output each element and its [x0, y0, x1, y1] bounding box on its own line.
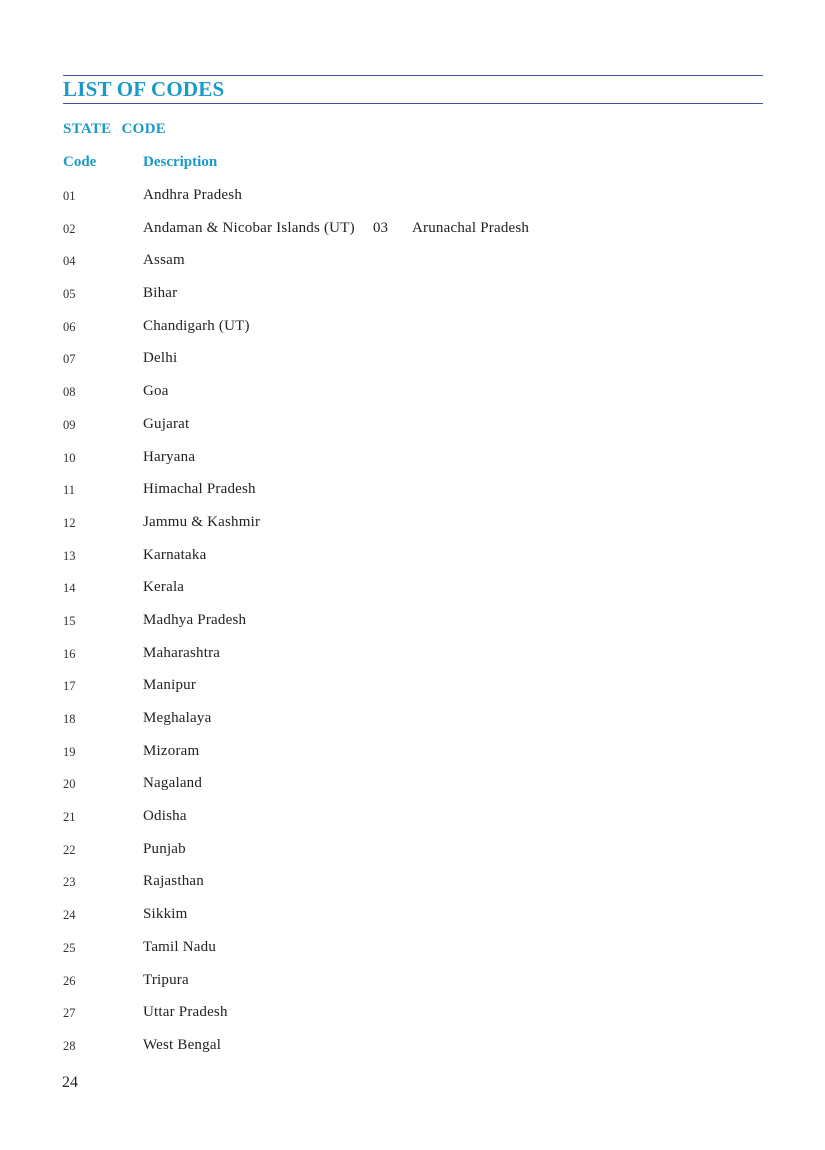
- state-code: 08: [63, 385, 76, 400]
- table-row: [63, 543, 763, 576]
- state-description: Andhra Pradesh: [143, 187, 243, 203]
- state-description: Goa: [143, 383, 169, 400]
- state-code: 14: [63, 581, 76, 596]
- table-row: [63, 771, 763, 804]
- state-description: Mizoram: [143, 742, 200, 759]
- table-row: [63, 608, 763, 641]
- description-column-header: Description: [143, 154, 218, 170]
- state-code: 28: [63, 1038, 76, 1053]
- state-code: 06: [63, 319, 76, 334]
- state-code: 21: [63, 810, 76, 825]
- table-row: [63, 314, 763, 347]
- table-row: [63, 477, 763, 510]
- state-description: Rajasthan: [143, 873, 204, 890]
- page-title: LIST OF CODES: [63, 77, 225, 101]
- state-code: 01: [63, 189, 76, 203]
- table-row: [63, 706, 763, 739]
- table-row: [63, 641, 763, 674]
- state-code: 05: [63, 287, 76, 302]
- state-description: Maharashtra: [143, 644, 221, 661]
- table-row: [63, 804, 763, 837]
- table-row: [63, 1033, 763, 1066]
- table-row: [63, 281, 763, 314]
- state-code: 09: [63, 417, 76, 432]
- state-description: Madhya Pradesh: [143, 611, 247, 628]
- state-code: 15: [63, 613, 76, 628]
- state-code: 27: [63, 1006, 76, 1021]
- title-rule-bottom: [63, 103, 763, 104]
- section-heading: STATE CODE: [63, 121, 167, 137]
- table-row: [63, 216, 763, 249]
- table-row: [63, 346, 763, 379]
- state-description: Gujarat: [143, 415, 190, 432]
- table-row: [63, 510, 763, 543]
- state-description: Meghalaya: [143, 710, 212, 726]
- state-description: Odisha: [143, 808, 187, 825]
- state-description: Kerala: [143, 579, 185, 596]
- state-description: Sikkim: [143, 906, 188, 923]
- state-description-inline: Arunachal Pradesh: [412, 219, 530, 236]
- state-code: 18: [63, 712, 76, 726]
- table-row: [63, 379, 763, 412]
- state-code: 10: [63, 450, 76, 465]
- state-code: 02: [63, 221, 76, 236]
- state-description: Bihar: [143, 285, 178, 302]
- state-code: 25: [63, 940, 76, 955]
- state-code-inline: 03: [373, 219, 388, 236]
- state-code: 04: [63, 254, 76, 269]
- state-code: 22: [63, 842, 76, 857]
- state-code: 16: [63, 646, 76, 661]
- state-code: 17: [63, 679, 76, 694]
- table-row: [63, 902, 763, 935]
- state-code: 07: [63, 352, 76, 367]
- table-row: [63, 445, 763, 478]
- state-description: Himachal Pradesh: [143, 481, 256, 498]
- state-description: Jammu & Kashmir: [143, 513, 261, 530]
- table-row: [63, 673, 763, 706]
- table-row: [63, 837, 763, 870]
- code-table: [63, 183, 763, 1066]
- table-row: [63, 248, 763, 281]
- state-description: Chandigarh (UT): [143, 317, 250, 334]
- state-code: 12: [63, 515, 76, 530]
- table-row: [63, 739, 763, 772]
- state-code: 26: [63, 973, 76, 988]
- code-column-header: Code: [63, 154, 97, 170]
- table-row: [63, 968, 763, 1001]
- state-description: Haryana: [143, 448, 196, 465]
- table-row: [63, 869, 763, 902]
- table-row: [63, 412, 763, 445]
- state-code: 11: [63, 483, 76, 498]
- page-number: 24: [62, 1074, 78, 1091]
- state-description: Uttar Pradesh: [143, 1004, 228, 1021]
- table-row: [63, 183, 763, 216]
- state-description: Delhi: [143, 350, 178, 367]
- state-code: 20: [63, 777, 76, 792]
- state-code: 19: [63, 744, 76, 759]
- state-code: 23: [63, 875, 76, 890]
- state-description: Punjab: [143, 840, 186, 857]
- state-code: 24: [63, 908, 76, 923]
- state-description: Assam: [143, 252, 185, 269]
- table-row: [63, 575, 763, 608]
- state-description: Manipur: [143, 677, 197, 694]
- state-description: Tamil Nadu: [143, 938, 217, 955]
- state-description: Karnataka: [143, 546, 207, 563]
- state-description: Tripura: [143, 971, 189, 988]
- state-code: 13: [63, 548, 76, 563]
- state-description: Andaman & Nicobar Islands (UT): [143, 219, 355, 236]
- state-description: Nagaland: [143, 775, 203, 792]
- state-description: West Bengal: [143, 1036, 222, 1053]
- table-header: [63, 151, 763, 173]
- table-row: [63, 1000, 763, 1033]
- table-row: [63, 935, 763, 968]
